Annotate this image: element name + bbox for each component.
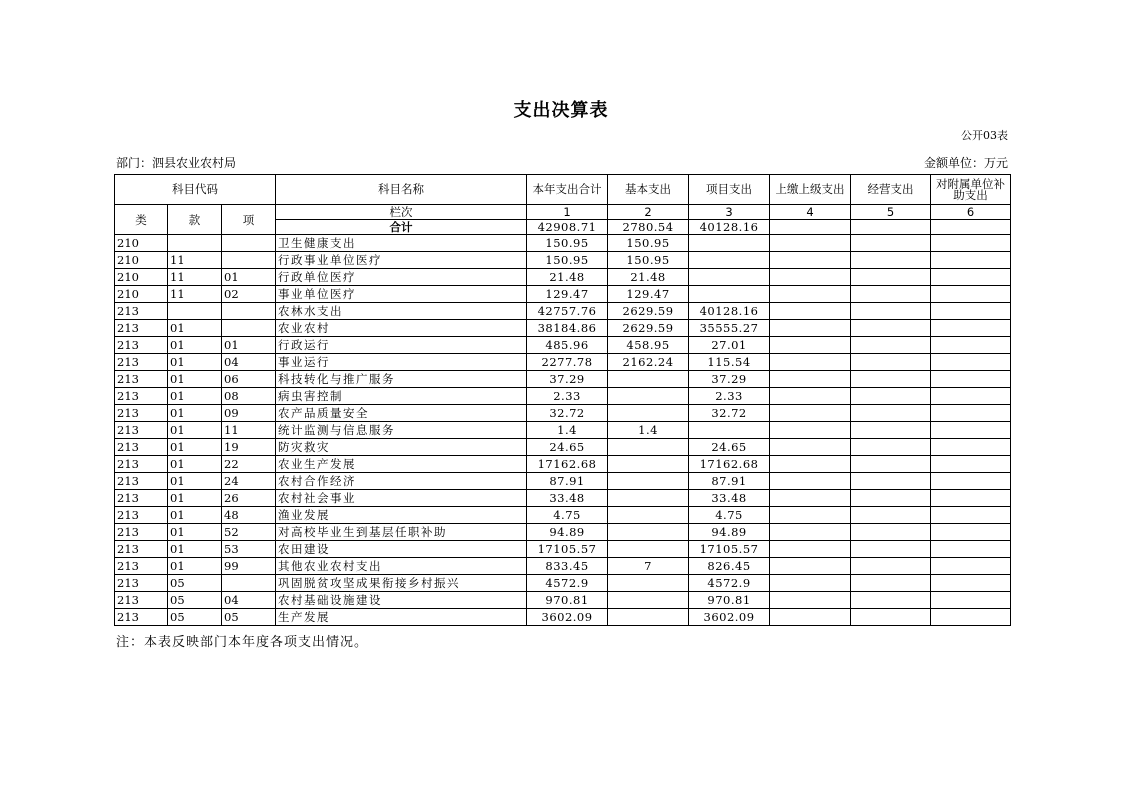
cell-basic: 129.47 bbox=[608, 286, 689, 303]
cell-project: 35555.27 bbox=[689, 320, 770, 337]
cell-upper bbox=[770, 592, 851, 609]
header-col-subsidiary: 对附属单位补助支出 bbox=[931, 175, 1011, 205]
cell-project: 17162.68 bbox=[689, 456, 770, 473]
cell-lei: 213 bbox=[115, 371, 168, 388]
cell-project: 40128.16 bbox=[689, 303, 770, 320]
cell-subject-name: 渔业发展 bbox=[276, 507, 527, 524]
cell-kuan bbox=[168, 235, 222, 252]
cell-xiang: 05 bbox=[222, 609, 276, 626]
table-row bbox=[115, 541, 1011, 558]
cell-kuan: 11 bbox=[168, 269, 222, 286]
cell-project: 94.89 bbox=[689, 524, 770, 541]
cell-xiang: 01 bbox=[222, 337, 276, 354]
cell-operating bbox=[851, 592, 931, 609]
cell-kuan: 01 bbox=[168, 558, 222, 575]
cell-operating bbox=[851, 252, 931, 269]
cell-operating bbox=[851, 388, 931, 405]
cell-kuan: 01 bbox=[168, 456, 222, 473]
cell-xiang bbox=[222, 320, 276, 337]
header-index-6: 6 bbox=[931, 205, 1011, 220]
total-label: 合计 bbox=[276, 220, 527, 235]
cell-basic bbox=[608, 609, 689, 626]
header-lei: 类 bbox=[115, 205, 168, 235]
cell-total: 2277.78 bbox=[527, 354, 608, 371]
cell-total: 17162.68 bbox=[527, 456, 608, 473]
cell-subsidiary bbox=[931, 405, 1011, 422]
cell-kuan: 11 bbox=[168, 286, 222, 303]
cell-project: 2.33 bbox=[689, 388, 770, 405]
cell-subsidiary bbox=[931, 473, 1011, 490]
cell-basic bbox=[608, 456, 689, 473]
cell-kuan: 01 bbox=[168, 354, 222, 371]
cell-total: 42757.76 bbox=[527, 303, 608, 320]
table-row bbox=[115, 286, 1011, 303]
cell-basic bbox=[608, 541, 689, 558]
cell-xiang bbox=[222, 252, 276, 269]
cell-subsidiary bbox=[931, 269, 1011, 286]
cell-project: 826.45 bbox=[689, 558, 770, 575]
cell-subject-name: 其他农业农村支出 bbox=[276, 558, 527, 575]
cell-upper bbox=[770, 269, 851, 286]
cell-project: 4.75 bbox=[689, 507, 770, 524]
cell-upper bbox=[770, 235, 851, 252]
header-subject-name: 科目名称 bbox=[276, 175, 527, 205]
table-row bbox=[115, 337, 1011, 354]
cell-subsidiary bbox=[931, 507, 1011, 524]
table-body bbox=[115, 175, 1011, 626]
cell-xiang: 26 bbox=[222, 490, 276, 507]
cell-lei: 213 bbox=[115, 422, 168, 439]
table-row bbox=[115, 575, 1011, 592]
cell-project bbox=[689, 235, 770, 252]
cell-total: 129.47 bbox=[527, 286, 608, 303]
cell-subject-name: 巩固脱贫攻坚成果衔接乡村振兴 bbox=[276, 575, 527, 592]
cell-kuan: 01 bbox=[168, 371, 222, 388]
cell-basic bbox=[608, 524, 689, 541]
header-row-index bbox=[115, 205, 1011, 220]
cell-lei: 213 bbox=[115, 558, 168, 575]
header-index-5: 5 bbox=[851, 205, 931, 220]
cell-kuan: 01 bbox=[168, 490, 222, 507]
cell-project: 27.01 bbox=[689, 337, 770, 354]
cell-upper bbox=[770, 575, 851, 592]
header-subject-code: 科目代码 bbox=[115, 175, 276, 205]
cell-subject-name: 卫生健康支出 bbox=[276, 235, 527, 252]
cell-xiang: 53 bbox=[222, 541, 276, 558]
cell-total: 1.4 bbox=[527, 422, 608, 439]
header-col-basic: 基本支出 bbox=[608, 175, 689, 205]
cell-subject-name: 行政单位医疗 bbox=[276, 269, 527, 286]
cell-project bbox=[689, 269, 770, 286]
table-row bbox=[115, 235, 1011, 252]
cell-xiang: 01 bbox=[222, 269, 276, 286]
header-lanci: 栏次 bbox=[276, 205, 527, 220]
cell-subject-name: 行政事业单位医疗 bbox=[276, 252, 527, 269]
table-row bbox=[115, 473, 1011, 490]
header-xiang: 项 bbox=[222, 205, 276, 235]
cell-operating bbox=[851, 269, 931, 286]
cell-kuan: 01 bbox=[168, 388, 222, 405]
table-row bbox=[115, 439, 1011, 456]
cell-operating bbox=[851, 354, 931, 371]
cell-kuan: 01 bbox=[168, 524, 222, 541]
cell-basic bbox=[608, 575, 689, 592]
cell-subject-name: 统计监测与信息服务 bbox=[276, 422, 527, 439]
cell-subject-name: 事业运行 bbox=[276, 354, 527, 371]
cell-subject-name: 农业农村 bbox=[276, 320, 527, 337]
cell-xiang bbox=[222, 303, 276, 320]
cell-upper bbox=[770, 609, 851, 626]
cell-operating bbox=[851, 609, 931, 626]
cell-lei: 213 bbox=[115, 337, 168, 354]
cell-upper bbox=[770, 371, 851, 388]
cell-total: 4.75 bbox=[527, 507, 608, 524]
cell-kuan: 01 bbox=[168, 405, 222, 422]
cell-subsidiary bbox=[931, 337, 1011, 354]
cell-kuan: 01 bbox=[168, 439, 222, 456]
cell-basic bbox=[608, 473, 689, 490]
total-c6 bbox=[931, 220, 1011, 235]
cell-subsidiary bbox=[931, 388, 1011, 405]
header-kuan: 款 bbox=[168, 205, 222, 235]
cell-project: 32.72 bbox=[689, 405, 770, 422]
cell-upper bbox=[770, 524, 851, 541]
cell-operating bbox=[851, 558, 931, 575]
header-col-upper: 上缴上级支出 bbox=[770, 175, 851, 205]
cell-xiang: 02 bbox=[222, 286, 276, 303]
expenditure-table bbox=[114, 174, 1011, 626]
cell-upper bbox=[770, 490, 851, 507]
cell-subsidiary bbox=[931, 558, 1011, 575]
cell-basic bbox=[608, 490, 689, 507]
total-c3: 40128.16 bbox=[689, 220, 770, 235]
cell-total: 32.72 bbox=[527, 405, 608, 422]
cell-project: 24.65 bbox=[689, 439, 770, 456]
cell-upper bbox=[770, 405, 851, 422]
table-row bbox=[115, 252, 1011, 269]
cell-total: 37.29 bbox=[527, 371, 608, 388]
cell-kuan: 01 bbox=[168, 541, 222, 558]
cell-project bbox=[689, 422, 770, 439]
cell-subsidiary bbox=[931, 456, 1011, 473]
cell-subsidiary bbox=[931, 439, 1011, 456]
table-row bbox=[115, 422, 1011, 439]
cell-upper bbox=[770, 320, 851, 337]
cell-project: 970.81 bbox=[689, 592, 770, 609]
cell-total: 21.48 bbox=[527, 269, 608, 286]
cell-xiang: 24 bbox=[222, 473, 276, 490]
cell-subject-name: 对高校毕业生到基层任职补助 bbox=[276, 524, 527, 541]
cell-upper bbox=[770, 507, 851, 524]
cell-subject-name: 农林水支出 bbox=[276, 303, 527, 320]
table-row bbox=[115, 456, 1011, 473]
cell-subsidiary bbox=[931, 303, 1011, 320]
cell-total: 94.89 bbox=[527, 524, 608, 541]
cell-lei: 213 bbox=[115, 303, 168, 320]
cell-basic bbox=[608, 405, 689, 422]
cell-upper bbox=[770, 422, 851, 439]
cell-total: 33.48 bbox=[527, 490, 608, 507]
cell-lei: 213 bbox=[115, 592, 168, 609]
cell-basic bbox=[608, 592, 689, 609]
total-c1: 42908.71 bbox=[527, 220, 608, 235]
table-row bbox=[115, 320, 1011, 337]
cell-kuan: 01 bbox=[168, 422, 222, 439]
cell-basic: 21.48 bbox=[608, 269, 689, 286]
cell-subject-name: 农业生产发展 bbox=[276, 456, 527, 473]
cell-basic: 1.4 bbox=[608, 422, 689, 439]
cell-basic: 150.95 bbox=[608, 235, 689, 252]
cell-lei: 213 bbox=[115, 320, 168, 337]
cell-basic bbox=[608, 388, 689, 405]
cell-subject-name: 行政运行 bbox=[276, 337, 527, 354]
cell-basic: 2629.59 bbox=[608, 320, 689, 337]
cell-upper bbox=[770, 354, 851, 371]
header-index-4: 4 bbox=[770, 205, 851, 220]
cell-project: 115.54 bbox=[689, 354, 770, 371]
table-row bbox=[115, 303, 1011, 320]
cell-upper bbox=[770, 439, 851, 456]
cell-subsidiary bbox=[931, 592, 1011, 609]
cell-operating bbox=[851, 371, 931, 388]
cell-upper bbox=[770, 286, 851, 303]
cell-kuan: 01 bbox=[168, 507, 222, 524]
cell-lei: 213 bbox=[115, 354, 168, 371]
header-col-project: 项目支出 bbox=[689, 175, 770, 205]
cell-subject-name: 农田建设 bbox=[276, 541, 527, 558]
cell-operating bbox=[851, 473, 931, 490]
cell-kuan bbox=[168, 303, 222, 320]
table-row bbox=[115, 354, 1011, 371]
cell-basic: 150.95 bbox=[608, 252, 689, 269]
table-row bbox=[115, 490, 1011, 507]
total-c2: 2780.54 bbox=[608, 220, 689, 235]
cell-basic: 2162.24 bbox=[608, 354, 689, 371]
cell-operating bbox=[851, 320, 931, 337]
cell-subsidiary bbox=[931, 354, 1011, 371]
cell-subsidiary bbox=[931, 575, 1011, 592]
cell-operating bbox=[851, 507, 931, 524]
cell-upper bbox=[770, 303, 851, 320]
cell-operating bbox=[851, 303, 931, 320]
cell-xiang: 19 bbox=[222, 439, 276, 456]
cell-lei: 213 bbox=[115, 524, 168, 541]
amount-unit-label: 金额单位：万元 bbox=[923, 156, 1008, 170]
cell-subject-name: 事业单位医疗 bbox=[276, 286, 527, 303]
table-row bbox=[115, 524, 1011, 541]
table-row bbox=[115, 609, 1011, 626]
form-code: 公开03表 bbox=[961, 129, 1008, 142]
cell-subject-name: 农村基础设施建设 bbox=[276, 592, 527, 609]
table-row bbox=[115, 405, 1011, 422]
cell-project: 4572.9 bbox=[689, 575, 770, 592]
table-row bbox=[115, 269, 1011, 286]
cell-total: 833.45 bbox=[527, 558, 608, 575]
cell-operating bbox=[851, 439, 931, 456]
cell-basic: 2629.59 bbox=[608, 303, 689, 320]
cell-kuan: 05 bbox=[168, 592, 222, 609]
table-row bbox=[115, 558, 1011, 575]
cell-subject-name: 防灾救灾 bbox=[276, 439, 527, 456]
cell-total: 38184.86 bbox=[527, 320, 608, 337]
cell-kuan: 01 bbox=[168, 320, 222, 337]
cell-subsidiary bbox=[931, 609, 1011, 626]
cell-subsidiary bbox=[931, 235, 1011, 252]
cell-lei: 210 bbox=[115, 235, 168, 252]
header-col-total: 本年支出合计 bbox=[527, 175, 608, 205]
cell-basic bbox=[608, 439, 689, 456]
cell-upper bbox=[770, 252, 851, 269]
table-row bbox=[115, 592, 1011, 609]
cell-upper bbox=[770, 473, 851, 490]
cell-upper bbox=[770, 337, 851, 354]
cell-kuan: 01 bbox=[168, 337, 222, 354]
cell-total: 2.33 bbox=[527, 388, 608, 405]
cell-total: 150.95 bbox=[527, 252, 608, 269]
cell-operating bbox=[851, 422, 931, 439]
header-index-3: 3 bbox=[689, 205, 770, 220]
cell-operating bbox=[851, 286, 931, 303]
footnote: 注：本表反映部门本年度各项支出情况。 bbox=[116, 635, 369, 650]
cell-upper bbox=[770, 388, 851, 405]
header-row bbox=[115, 175, 1011, 205]
cell-basic: 458.95 bbox=[608, 337, 689, 354]
cell-lei: 213 bbox=[115, 490, 168, 507]
cell-lei: 213 bbox=[115, 575, 168, 592]
cell-subsidiary bbox=[931, 371, 1011, 388]
cell-lei: 213 bbox=[115, 507, 168, 524]
cell-total: 24.65 bbox=[527, 439, 608, 456]
cell-xiang: 22 bbox=[222, 456, 276, 473]
total-c5 bbox=[851, 220, 931, 235]
cell-operating bbox=[851, 337, 931, 354]
total-c4 bbox=[770, 220, 851, 235]
table-row bbox=[115, 507, 1011, 524]
cell-total: 150.95 bbox=[527, 235, 608, 252]
cell-subsidiary bbox=[931, 490, 1011, 507]
cell-project: 33.48 bbox=[689, 490, 770, 507]
cell-subsidiary bbox=[931, 422, 1011, 439]
cell-subject-name: 农村社会事业 bbox=[276, 490, 527, 507]
cell-lei: 213 bbox=[115, 541, 168, 558]
cell-operating bbox=[851, 541, 931, 558]
cell-total: 4572.9 bbox=[527, 575, 608, 592]
cell-xiang: 04 bbox=[222, 592, 276, 609]
cell-xiang bbox=[222, 235, 276, 252]
cell-xiang: 48 bbox=[222, 507, 276, 524]
cell-total: 87.91 bbox=[527, 473, 608, 490]
cell-xiang: 09 bbox=[222, 405, 276, 422]
cell-total: 17105.57 bbox=[527, 541, 608, 558]
cell-xiang: 11 bbox=[222, 422, 276, 439]
cell-lei: 213 bbox=[115, 388, 168, 405]
cell-subsidiary bbox=[931, 320, 1011, 337]
cell-project: 3602.09 bbox=[689, 609, 770, 626]
cell-upper bbox=[770, 456, 851, 473]
header-col-operating: 经营支出 bbox=[851, 175, 931, 205]
cell-project: 17105.57 bbox=[689, 541, 770, 558]
cell-kuan: 05 bbox=[168, 609, 222, 626]
cell-subsidiary bbox=[931, 252, 1011, 269]
cell-subject-name: 生产发展 bbox=[276, 609, 527, 626]
cell-basic bbox=[608, 371, 689, 388]
cell-xiang: 52 bbox=[222, 524, 276, 541]
cell-subject-name: 农产品质量安全 bbox=[276, 405, 527, 422]
cell-lei: 213 bbox=[115, 456, 168, 473]
cell-operating bbox=[851, 235, 931, 252]
table-row bbox=[115, 388, 1011, 405]
cell-basic: 7 bbox=[608, 558, 689, 575]
cell-xiang: 04 bbox=[222, 354, 276, 371]
cell-total: 970.81 bbox=[527, 592, 608, 609]
cell-total: 485.96 bbox=[527, 337, 608, 354]
cell-lei: 213 bbox=[115, 609, 168, 626]
cell-subject-name: 农村合作经济 bbox=[276, 473, 527, 490]
cell-subject-name: 科技转化与推广服务 bbox=[276, 371, 527, 388]
cell-operating bbox=[851, 575, 931, 592]
header-index-2: 2 bbox=[608, 205, 689, 220]
cell-kuan: 11 bbox=[168, 252, 222, 269]
cell-subsidiary bbox=[931, 524, 1011, 541]
page-title: 支出决算表 bbox=[513, 100, 609, 121]
cell-xiang: 08 bbox=[222, 388, 276, 405]
cell-xiang: 99 bbox=[222, 558, 276, 575]
cell-lei: 210 bbox=[115, 252, 168, 269]
cell-xiang bbox=[222, 575, 276, 592]
cell-xiang: 06 bbox=[222, 371, 276, 388]
cell-lei: 210 bbox=[115, 286, 168, 303]
table-row bbox=[115, 371, 1011, 388]
cell-total: 3602.09 bbox=[527, 609, 608, 626]
cell-project bbox=[689, 252, 770, 269]
department-label: 部门：泗县农业农村局 bbox=[116, 156, 237, 170]
cell-lei: 213 bbox=[115, 405, 168, 422]
cell-operating bbox=[851, 456, 931, 473]
cell-project bbox=[689, 286, 770, 303]
cell-upper bbox=[770, 558, 851, 575]
header-index-1: 1 bbox=[527, 205, 608, 220]
cell-kuan: 01 bbox=[168, 473, 222, 490]
cell-lei: 213 bbox=[115, 439, 168, 456]
cell-subject-name: 病虫害控制 bbox=[276, 388, 527, 405]
cell-lei: 213 bbox=[115, 473, 168, 490]
cell-project: 87.91 bbox=[689, 473, 770, 490]
cell-operating bbox=[851, 490, 931, 507]
cell-subsidiary bbox=[931, 286, 1011, 303]
cell-lei: 210 bbox=[115, 269, 168, 286]
cell-subsidiary bbox=[931, 541, 1011, 558]
cell-project: 37.29 bbox=[689, 371, 770, 388]
cell-basic bbox=[608, 507, 689, 524]
cell-operating bbox=[851, 524, 931, 541]
cell-kuan: 05 bbox=[168, 575, 222, 592]
cell-upper bbox=[770, 541, 851, 558]
cell-operating bbox=[851, 405, 931, 422]
